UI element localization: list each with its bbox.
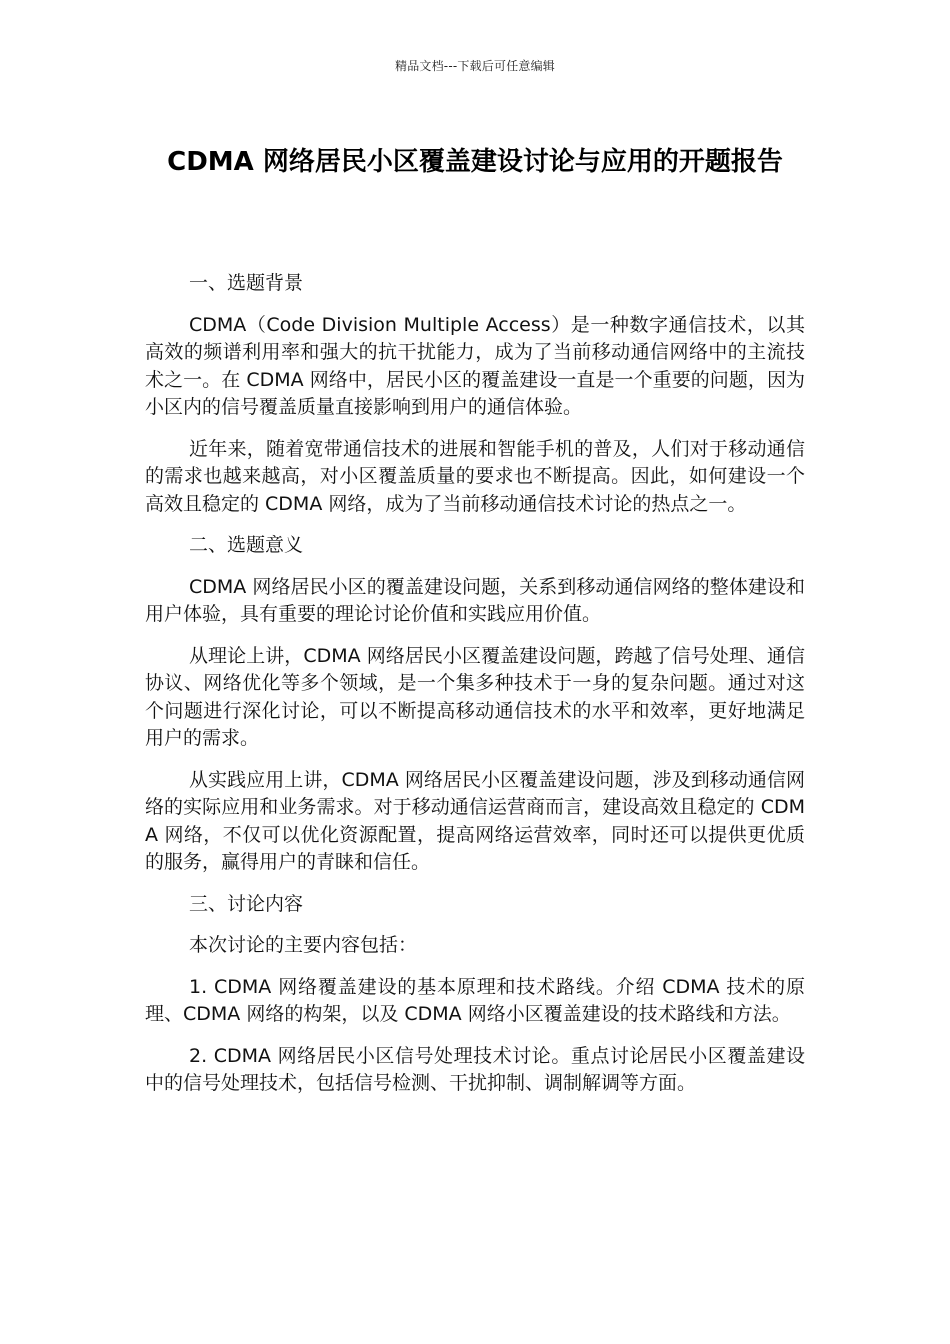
section-heading: 一、选题背景 xyxy=(189,272,304,294)
document-body xyxy=(145,270,805,1112)
section-content xyxy=(145,891,805,1098)
paragraph: CDMA 网络居民小区的覆盖建设问题，关系到移动通信网络的整体建设和用户体验，具有重要的理论讨论价值和实践应用价值。 xyxy=(145,575,805,625)
section-significance xyxy=(145,532,805,877)
list-item: 1. CDMA 网络覆盖建设的基本原理和技术路线。介绍 CDMA 技术的原理、CDMA 网络的构架，以及 CDMA 网络小区覆盖建设的技术路线和方法。 xyxy=(145,975,805,1025)
section-heading: 三、讨论内容 xyxy=(189,892,304,915)
paragraph: CDMA（Code Division Multiple Access）是一种数字通信技术，以其高效的频谱利用率和强大的抗干扰能力，成为了当前移动通信网络中的主流技术之一。在 CDMA 网络中，居民小区的覆盖建设一直是一个重要的问题，因为小区内的信号覆盖质量直接影响到用户的通信体验。 xyxy=(145,313,805,418)
section-background xyxy=(145,270,805,518)
list-item: 2. CDMA 网络居民小区信号处理技术讨论。重点讨论居民小区覆盖建设中的信号处理技术，包括信号检测、干扰抑制、调制解调等方面。 xyxy=(145,1044,805,1094)
document-title: CDMA 网络居民小区覆盖建设讨论与应用的开题报告 xyxy=(167,147,783,177)
section-heading: 二、选题意义 xyxy=(189,534,304,556)
paragraph: 近年来，随着宽带通信技术的进展和智能手机的普及，人们对于移动通信的需求也越来越高，对小区覆盖质量的要求也不断提高。因此，如何建设一个高效且稳定的 CDMA 网络，成为了当前移动通信技术讨论的热点之一。 xyxy=(145,437,805,515)
paragraph: 从实践应用上讲，CDMA 网络居民小区覆盖建设问题，涉及到移动通信网络的实际应用和业务需求。对于移动通信运营商而言，建设高效且稳定的 CDMA 网络，不仅可以优化资源配置，提高网络运营效率，同时还可以提供更优质的服务，赢得用户的青睐和信任。 xyxy=(145,768,805,873)
page-header: 精品文档---下载后可任意编辑 xyxy=(395,59,555,73)
paragraph: 本次讨论的主要内容包括： xyxy=(189,934,418,956)
paragraph: 从理论上讲，CDMA 网络居民小区覆盖建设问题，跨越了信号处理、通信协议、网络优化等多个领域，是一个集多种技术于一身的复杂问题。通过对这个问题进行深化讨论，可以不断提高移动通信技术的水平和效率，更好地满足用户的需求。 xyxy=(145,644,805,749)
